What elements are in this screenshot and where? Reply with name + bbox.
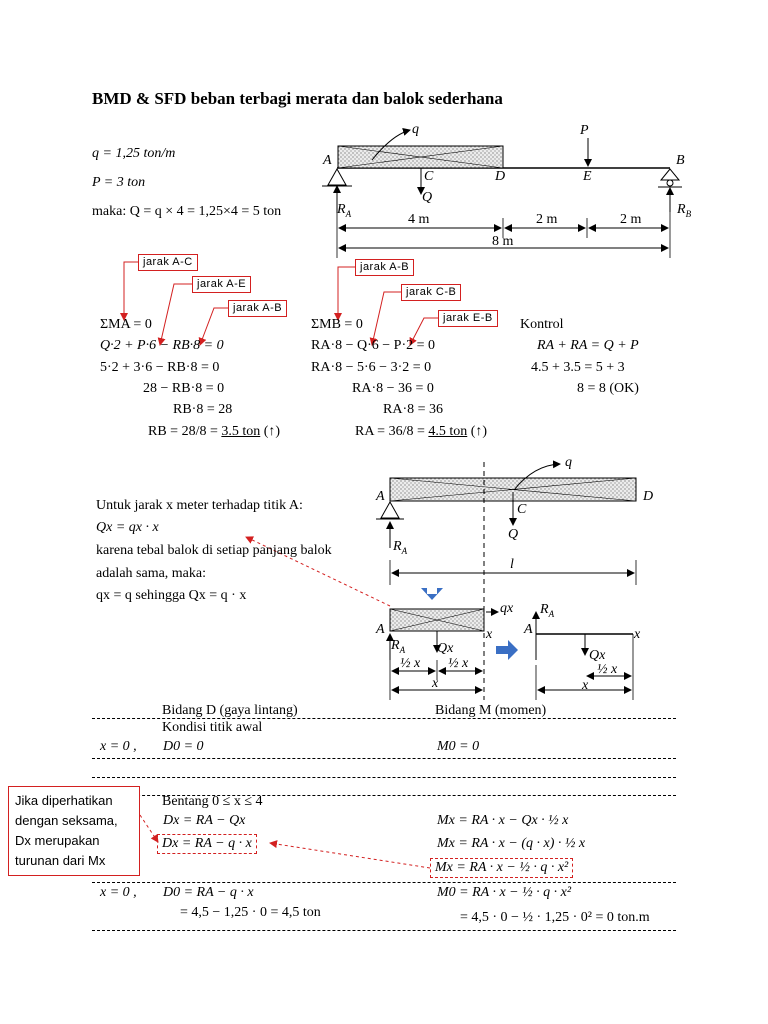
table-header-d: Bidang D (gaya lintang)	[162, 703, 298, 718]
kontrol-2: 4.5 + 3.5 = 5 + 3	[531, 360, 625, 375]
callout-jarak-ab-2: jarak A-B	[355, 259, 414, 276]
callout-jarak-ab-1: jarak A-B	[228, 300, 287, 317]
rule	[92, 777, 676, 778]
D0c-eq: = 4,5 − 1,25 · 0 = 4,5 ton	[180, 905, 321, 920]
M0b-eq: M0 = RA · x − ½ · q · x²	[437, 885, 572, 900]
rule	[92, 930, 676, 931]
fig2-label-q: q	[565, 455, 572, 470]
fig2-label-C: C	[517, 502, 527, 517]
text-2: Qx = qx · x	[96, 520, 159, 535]
fig3-label-A2: A	[524, 622, 533, 637]
x0-label: x = 0 ,	[100, 739, 137, 754]
bentang-label: Bentang 0 ≤ x ≤ 4	[162, 794, 263, 809]
D0-value: D0 = 0	[163, 739, 204, 754]
roller-support-b	[661, 169, 679, 180]
label-RB: $R_B$	[677, 202, 692, 219]
text-5: qx = q sehingga Qx = q · x	[96, 588, 247, 603]
Mx-eq-1: Mx = RA · x − Qx · ½ x	[437, 813, 569, 828]
eq-mid-1: ΣMB = 0	[311, 317, 363, 332]
blue-down-arrow	[421, 588, 443, 600]
text-1: Untuk jarak x meter terhadap titik A:	[96, 498, 303, 513]
rule	[92, 758, 676, 759]
fig2-label-l: l	[510, 557, 514, 572]
eq-mid-2: RA·8 − Q·6 − P·2 = 0	[311, 338, 436, 353]
pin-support-a	[328, 169, 346, 185]
kontrol-1: RA + RA = Q + P	[537, 338, 639, 353]
eq-left-4: 28 − RB·8 = 0	[143, 381, 225, 396]
fig3-label-x: x	[486, 627, 493, 642]
label-P: P	[580, 123, 589, 138]
eq-mid-3: RA·8 − 5·6 − 3·2 = 0	[311, 360, 432, 375]
M0c-eq: = 4,5 · 0 − ½ · 1,25 · 0² = 0 ton.m	[460, 910, 650, 925]
eq-mid-4: RA·8 − 36 = 0	[352, 381, 434, 396]
eq-mid-5: RA·8 = 36	[383, 402, 444, 417]
D0b-eq: D0 = RA − q · x	[163, 885, 254, 900]
fig3-label-RA: $R_A$	[391, 638, 406, 655]
fig2-label-D: D	[643, 489, 654, 504]
fig3-label-Qx: Qx	[437, 641, 454, 656]
rule	[92, 718, 676, 719]
eq-left-3: 5·2 + 3·6 − RB·8 = 0	[100, 360, 220, 375]
label-A: A	[323, 153, 332, 168]
eq-left-1: ΣMA = 0	[100, 317, 152, 332]
text-4: adalah sama, maka:	[96, 566, 207, 581]
label-D: D	[495, 169, 506, 184]
dim-4m: 4 m	[408, 212, 430, 227]
kontrol-title: Kontrol	[520, 317, 564, 332]
fig3-label-qx: qx	[500, 601, 514, 616]
kontrol-3: 8 = 8 (OK)	[577, 381, 639, 396]
kondisi-label: Kondisi titik awal	[162, 720, 263, 735]
callout-jarak-eb: jarak E-B	[438, 310, 498, 327]
label-E: E	[583, 169, 592, 184]
callout-jarak-ae: jarak A-E	[192, 276, 251, 293]
label-B: B	[676, 153, 685, 168]
Mx-eq-3: Mx = RA · x − ½ · q · x²	[430, 858, 573, 878]
given-P: P = 3 ton	[92, 175, 146, 190]
note-box: Jika diperhatikan dengan seksama, Dx merupakan turunan dari Mx	[8, 786, 140, 876]
eq-left-2: Q·2 + P·6 − RB·8 = 0	[100, 338, 224, 353]
eq-left-6: RB = 28/8 = 3.5 ton (↑)	[148, 424, 281, 439]
label-RA: $R_A$	[337, 202, 352, 219]
text-3: karena tebal balok di setiap panjang balok	[96, 543, 332, 558]
fig3-label-xdim2: x	[582, 678, 589, 693]
blue-right-arrow	[496, 640, 518, 660]
Mx-eq-2: Mx = RA · x − (q · x) · ½ x	[437, 836, 586, 851]
fig3-label-x2: x	[634, 627, 641, 642]
fig3-label-Qx2: Qx	[589, 648, 606, 663]
dim-2m-a: 2 m	[536, 212, 558, 227]
x0b-label: x = 0 ,	[100, 885, 137, 900]
fig3-label-A: A	[376, 622, 385, 637]
callout-jarak-ac: jarak A-C	[138, 254, 198, 271]
Dx-eq-2: Dx = RA − q · x	[157, 834, 257, 854]
Dx-eq-1: Dx = RA − Qx	[163, 813, 246, 828]
dim-2m-b: 2 m	[620, 212, 642, 227]
fig3-label-half2: ½ x	[448, 656, 469, 671]
fig3-label-half3: ½ x	[597, 662, 618, 677]
given-Q: maka: Q = q × 4 = 1,25×4 = 5 ton	[92, 204, 282, 219]
label-q: q	[412, 122, 419, 137]
fig2-label-RA: $R_A$	[393, 539, 408, 556]
given-q: q = 1,25 ton/m	[92, 146, 176, 161]
dim-8m: 8 m	[492, 234, 514, 249]
fig2-label-Q: Q	[508, 527, 519, 542]
fig3-label-half1: ½ x	[400, 656, 421, 671]
table-header-m: Bidang M (momen)	[435, 703, 547, 718]
eq-mid-6: RA = 36/8 = 4.5 ton (↑)	[355, 424, 488, 439]
fig2-label-A: A	[376, 489, 385, 504]
M0-value: M0 = 0	[437, 739, 480, 754]
label-C: C	[424, 169, 434, 184]
fig3-label-xdim: x	[432, 676, 439, 691]
eq-left-5: RB·8 = 28	[173, 402, 233, 417]
label-Q: Q	[422, 190, 433, 205]
page-title: BMD & SFD beban terbagi merata dan balok sederhana	[92, 89, 503, 108]
callout-jarak-cb: jarak C-B	[401, 284, 461, 301]
fig3-label-RA2: $R_A$	[540, 602, 555, 619]
rule	[92, 882, 676, 883]
